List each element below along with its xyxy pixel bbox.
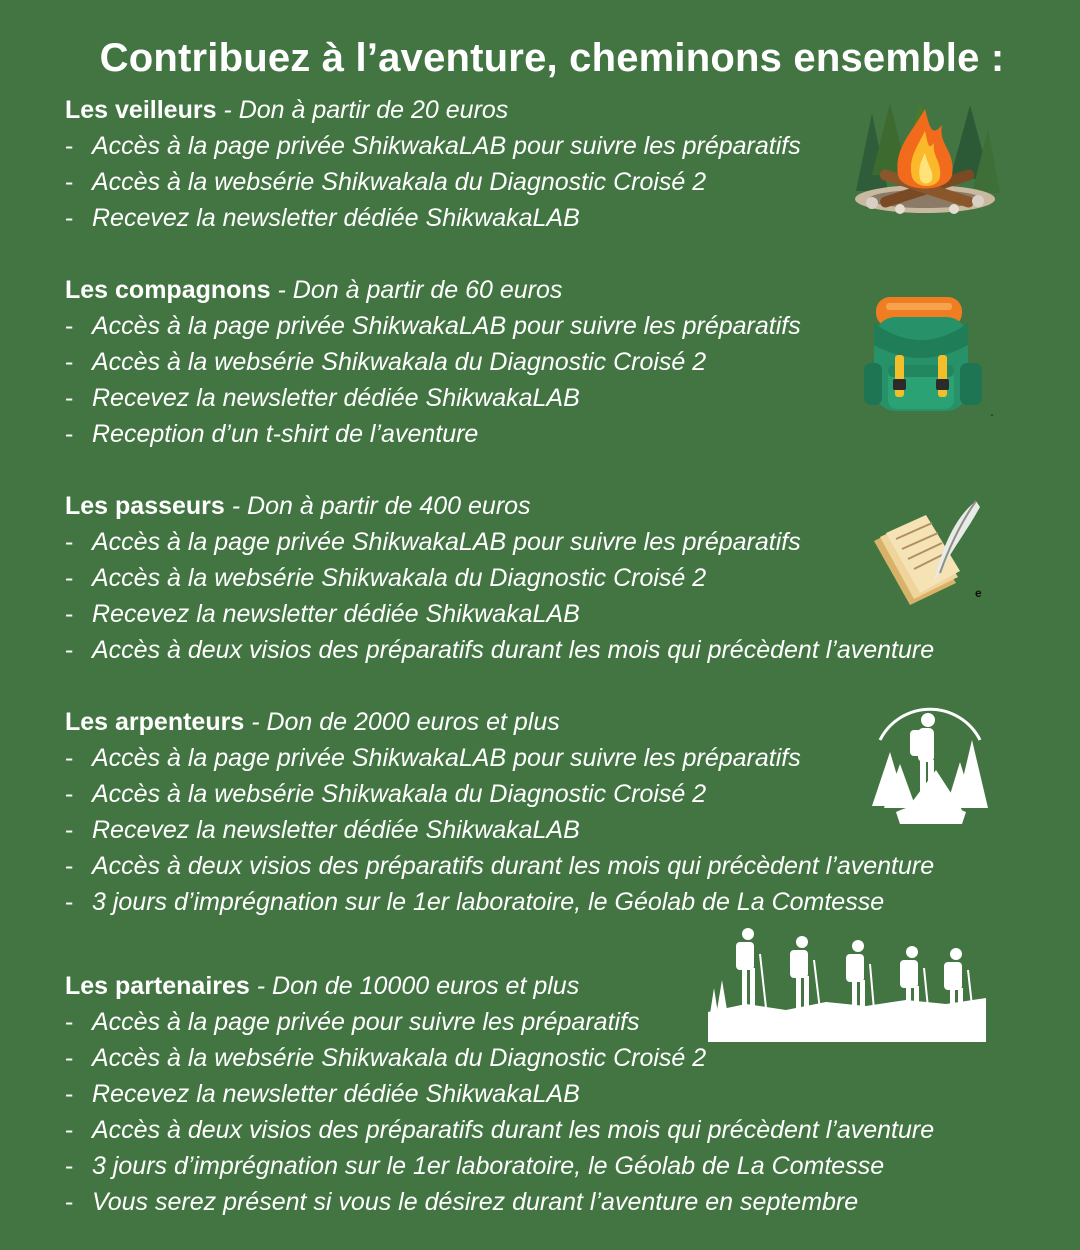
bullet-dash: - (65, 168, 74, 196)
benefit-text: Recevez la newsletter dédiée ShikwakaLAB (92, 204, 580, 232)
benefit-item (65, 632, 1025, 668)
tier-price: - Don de 2000 euros et plus (244, 708, 560, 736)
benefit-text: Accès à deux visios des préparatifs durant les mois qui précèdent l’aventure (92, 1116, 935, 1144)
benefit-text: Accès à la websérie Shikwakala du Diagnostic Croisé 2 (92, 780, 707, 808)
benefit-text: Accès à la websérie Shikwakala du Diagnostic Croisé 2 (92, 1044, 707, 1072)
bullet-dash: - (65, 1116, 74, 1144)
benefit-text: Recevez la newsletter dédiée ShikwakaLAB (92, 816, 580, 844)
bullet-dash: - (65, 132, 74, 160)
bullet-dash: - (65, 816, 74, 844)
tier-price: - Don à partir de 60 euros (270, 276, 563, 304)
benefit-item (65, 1184, 1025, 1220)
tier-name: Les veilleurs (65, 96, 217, 124)
benefit-item (65, 1112, 1025, 1148)
bullet-dash: - (65, 780, 74, 808)
benefit-text: 3 jours d’imprégnation sur le 1er laboratoire, le Géolab de La Comtesse (92, 1152, 885, 1180)
bullet-dash: - (65, 852, 74, 880)
bullet-dash: - (65, 312, 74, 340)
tier-price: - Don de 10000 euros et plus (249, 972, 580, 1000)
tier-price: - Don à partir de 400 euros (224, 492, 531, 520)
benefit-item (65, 848, 1025, 884)
bullet-dash: - (65, 204, 74, 232)
benefit-item (65, 1148, 1025, 1184)
bullet-dash: - (65, 1188, 74, 1216)
tier-name: Les arpenteurs (65, 708, 245, 736)
hiker-emblem-icon (866, 700, 994, 826)
bullet-dash: - (65, 528, 74, 556)
benefit-text: Accès à la page privée ShikwakaLAB pour suivre les préparatifs (92, 528, 801, 556)
benefit-text: Accès à la page privée pour suivre les préparatifs (92, 1008, 640, 1036)
illustration-mark: e (975, 586, 982, 600)
benefit-text: Vous serez présent si vous le désirez durant l’aventure en septembre (92, 1188, 859, 1216)
benefit-text: Accès à la websérie Shikwakala du Diagnostic Croisé 2 (92, 564, 707, 592)
bullet-dash: - (65, 1044, 74, 1072)
benefit-text: Recevez la newsletter dédiée ShikwakaLAB (92, 384, 580, 412)
benefit-item (65, 884, 1025, 920)
benefit-text: Accès à deux visios des préparatifs durant les mois qui précèdent l’aventure (92, 636, 935, 664)
bullet-dash: - (65, 420, 74, 448)
bullet-dash: - (65, 1080, 74, 1108)
tier-name: Les passeurs (65, 492, 225, 520)
bullet-dash: - (65, 564, 74, 592)
hikers-group-icon (706, 924, 988, 1044)
benefit-item (65, 416, 1025, 452)
campfire-icon (850, 95, 1000, 217)
benefit-text: Accès à deux visios des préparatifs durant les mois qui précèdent l’aventure (92, 852, 935, 880)
benefit-text: Accès à la websérie Shikwakala du Diagnostic Croisé 2 (92, 168, 707, 196)
benefit-text: Recevez la newsletter dédiée ShikwakaLAB (92, 600, 580, 628)
stray-dot (991, 414, 993, 416)
bullet-dash: - (65, 1152, 74, 1180)
bullet-dash: - (65, 1008, 74, 1036)
benefit-text: 3 jours d’imprégnation sur le 1er laboratoire, le Géolab de La Comtesse (92, 888, 885, 916)
bullet-dash: - (65, 744, 74, 772)
benefit-text: Accès à la websérie Shikwakala du Diagnostic Croisé 2 (92, 348, 707, 376)
benefit-text: Reception d’un t-shirt de l’aventure (92, 420, 479, 448)
page-title: Contribuez à l’aventure, cheminons ensemble : (99, 36, 1005, 80)
parchment-quill-icon (870, 497, 982, 607)
tier-name: Les partenaires (65, 972, 250, 1000)
benefit-item (65, 1076, 1025, 1112)
tier-price: - Don à partir de 20 euros (216, 96, 509, 124)
benefit-text: Accès à la page privée ShikwakaLAB pour suivre les préparatifs (92, 132, 801, 160)
bullet-dash: - (65, 888, 74, 916)
benefit-text: Recevez la newsletter dédiée ShikwakaLAB (92, 1080, 580, 1108)
bullet-dash: - (65, 636, 74, 664)
benefit-item (65, 1040, 1025, 1076)
benefit-text: Accès à la page privée ShikwakaLAB pour suivre les préparatifs (92, 312, 801, 340)
tier-name: Les compagnons (65, 276, 271, 304)
bullet-dash: - (65, 348, 74, 376)
bullet-dash: - (65, 600, 74, 628)
backpack-icon (862, 293, 990, 419)
bullet-dash: - (65, 384, 74, 412)
benefit-text: Accès à la page privée ShikwakaLAB pour suivre les préparatifs (92, 744, 801, 772)
